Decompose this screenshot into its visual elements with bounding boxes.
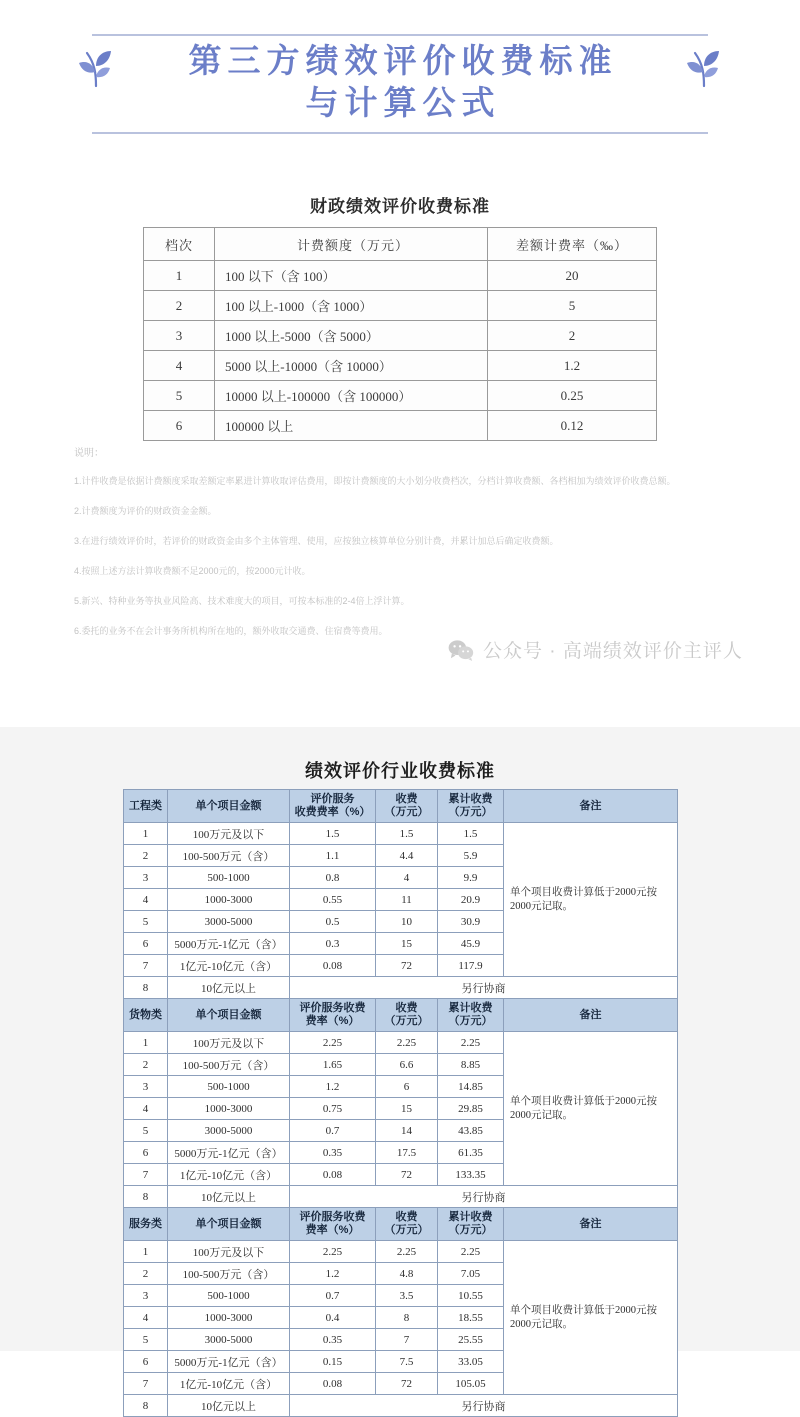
row-index-cell: 2 <box>124 1054 168 1076</box>
row-index-cell: 2 <box>124 845 168 867</box>
table1-cell: 1000 以上-5000（含 5000） <box>215 321 488 351</box>
row-index-cell: 7 <box>124 1164 168 1186</box>
fee-cell: 4.4 <box>376 845 438 867</box>
rate-header-cell: 评价服务 收费费率（%） <box>290 790 376 823</box>
project-amount-cell: 3000-5000 <box>168 1120 290 1142</box>
cumulative-fee-cell: 2.25 <box>438 1032 504 1054</box>
rate-cell: 1.5 <box>290 823 376 845</box>
project-amount-cell: 1亿元-10亿元（含） <box>168 955 290 977</box>
fee-cell: 2.25 <box>376 1241 438 1263</box>
rate-cell: 0.75 <box>290 1098 376 1120</box>
remark-cell: 单个项目收费计算低于2000元按2000元记取。 <box>504 1241 678 1395</box>
category-header-cell: 货物类 <box>124 999 168 1032</box>
rate-cell: 0.7 <box>290 1285 376 1307</box>
fee-cell: 14 <box>376 1120 438 1142</box>
fee-header-cell: 收费 （万元） <box>376 790 438 823</box>
rate-cell: 0.7 <box>290 1120 376 1142</box>
project-amount-cell: 1000-3000 <box>168 889 290 911</box>
cumulative-fee-cell: 7.05 <box>438 1263 504 1285</box>
cumulative-fee-cell: 43.85 <box>438 1120 504 1142</box>
notes-section <box>74 444 734 655</box>
table1-header-cell: 计费额度（万元） <box>215 228 488 261</box>
cumulative-fee-cell: 105.05 <box>438 1373 504 1395</box>
rate-header-cell: 评价服务收费 费率（%） <box>290 999 376 1032</box>
amount-header-cell: 单个项目金额 <box>168 1208 290 1241</box>
note-item: 3.在进行绩效评价时，若评价的财政资金由多个主体管理、使用，应按独立核算单位分别计费，并累计加总后确定收费额。 <box>74 536 559 546</box>
table-row <box>124 1241 678 1263</box>
table-row <box>144 321 657 351</box>
table1-cell: 6 <box>144 411 215 441</box>
rate-cell: 1.1 <box>290 845 376 867</box>
rate-cell: 0.08 <box>290 1164 376 1186</box>
negotiate-cell: 另行协商 <box>290 1395 678 1417</box>
project-amount-cell: 10亿元以上 <box>168 1395 290 1417</box>
project-amount-cell: 5000万元-1亿元（含） <box>168 1351 290 1373</box>
cumulative-fee-cell: 20.9 <box>438 889 504 911</box>
fee-cell: 8 <box>376 1307 438 1329</box>
amount-header-cell: 单个项目金额 <box>168 999 290 1032</box>
remark-header-cell: 备注 <box>504 790 678 823</box>
table1-header-cell: 差额计费率（‰） <box>488 228 657 261</box>
negotiate-cell: 另行协商 <box>290 1186 678 1208</box>
rate-cell: 0.35 <box>290 1329 376 1351</box>
negotiate-cell: 另行协商 <box>290 977 678 999</box>
cumulative-fee-cell: 29.85 <box>438 1098 504 1120</box>
row-index-cell: 8 <box>124 977 168 999</box>
wechat-watermark <box>448 636 743 663</box>
row-index-cell: 6 <box>124 1142 168 1164</box>
note-item: 4.按照上述方法计算收费额不足2000元的，按2000元计收。 <box>74 566 311 576</box>
table1-cell: 3 <box>144 321 215 351</box>
row-index-cell: 5 <box>124 1329 168 1351</box>
table1-cell: 2 <box>144 291 215 321</box>
fee-cell: 3.5 <box>376 1285 438 1307</box>
fee-cell: 72 <box>376 1373 438 1395</box>
table2-section-header <box>124 999 678 1032</box>
table-row <box>124 1395 678 1417</box>
project-amount-cell: 500-1000 <box>168 1285 290 1307</box>
remark-cell: 单个项目收费计算低于2000元按2000元记取。 <box>504 823 678 977</box>
note-item: 5.新兴、特种业务等执业风险高、技术难度大的项目，可按本标准的2-4倍上浮计算。 <box>74 596 410 606</box>
table2-title: 绩效评价行业收费标准 <box>305 761 495 781</box>
project-amount-cell: 1000-3000 <box>168 1098 290 1120</box>
cumulative-fee-cell: 2.25 <box>438 1241 504 1263</box>
rate-cell: 0.4 <box>290 1307 376 1329</box>
fee-cell: 1.5 <box>376 823 438 845</box>
industry-fee-standard-table <box>123 789 678 1417</box>
rate-cell: 1.2 <box>290 1076 376 1098</box>
table-row <box>124 1186 678 1208</box>
table-row <box>124 823 678 845</box>
cumulative-fee-cell: 14.85 <box>438 1076 504 1098</box>
cumulative-fee-cell: 8.85 <box>438 1054 504 1076</box>
cumulative-fee-cell: 117.9 <box>438 955 504 977</box>
rate-cell: 1.65 <box>290 1054 376 1076</box>
project-amount-cell: 1000-3000 <box>168 1307 290 1329</box>
table1-cell: 4 <box>144 351 215 381</box>
project-amount-cell: 10亿元以上 <box>168 977 290 999</box>
fee-cell: 7 <box>376 1329 438 1351</box>
project-amount-cell: 3000-5000 <box>168 1329 290 1351</box>
table-row <box>144 411 657 441</box>
note-item: 2.计费额度为评价的财政资金金额。 <box>74 506 217 516</box>
rate-cell: 0.35 <box>290 1142 376 1164</box>
table1-header-row <box>144 228 657 261</box>
category-header-cell: 工程类 <box>124 790 168 823</box>
rate-cell: 0.15 <box>290 1351 376 1373</box>
project-amount-cell: 100万元及以下 <box>168 823 290 845</box>
category-header-cell: 服务类 <box>124 1208 168 1241</box>
row-index-cell: 1 <box>124 1241 168 1263</box>
table2-section-header <box>124 790 678 823</box>
wechat-icon <box>448 639 474 661</box>
row-index-cell: 4 <box>124 889 168 911</box>
cumulative-fee-cell: 18.55 <box>438 1307 504 1329</box>
row-index-cell: 7 <box>124 1373 168 1395</box>
note-item: 6.委托的业务不在会计事务所机构所在地的，额外收取交通费、住宿费等费用。 <box>74 626 388 636</box>
table1-cell: 5000 以上-10000（含 10000） <box>215 351 488 381</box>
remark-header-cell: 备注 <box>504 1208 678 1241</box>
fiscal-fee-standard-section <box>0 192 800 441</box>
table2-section-header <box>124 1208 678 1241</box>
row-index-cell: 8 <box>124 1395 168 1417</box>
page-title-line-2: 与计算公式 <box>305 84 501 121</box>
rate-cell: 0.8 <box>290 867 376 889</box>
table1-cell: 100 以上-1000（含 1000） <box>215 291 488 321</box>
fee-cell: 10 <box>376 911 438 933</box>
page-title <box>0 36 800 126</box>
fee-cell: 2.25 <box>376 1032 438 1054</box>
row-index-cell: 8 <box>124 1186 168 1208</box>
table1-cell: 2 <box>488 321 657 351</box>
cumulative-fee-cell: 61.35 <box>438 1142 504 1164</box>
row-index-cell: 5 <box>124 1120 168 1142</box>
rate-cell: 2.25 <box>290 1241 376 1263</box>
table-row <box>124 1032 678 1054</box>
row-index-cell: 7 <box>124 955 168 977</box>
cumulative-fee-cell: 133.35 <box>438 1164 504 1186</box>
row-index-cell: 2 <box>124 1263 168 1285</box>
cumulative-fee-cell: 9.9 <box>438 867 504 889</box>
row-index-cell: 3 <box>124 1076 168 1098</box>
project-amount-cell: 100万元及以下 <box>168 1032 290 1054</box>
rate-cell: 0.08 <box>290 1373 376 1395</box>
watermark-text: 公众号 · 高端绩效评价主评人 <box>483 641 743 662</box>
fee-cell: 17.5 <box>376 1142 438 1164</box>
cumulative-fee-cell: 45.9 <box>438 933 504 955</box>
table1-cell: 100 以下（含 100） <box>215 261 488 291</box>
rate-cell: 0.08 <box>290 955 376 977</box>
table-row <box>124 977 678 999</box>
rate-cell: 0.55 <box>290 889 376 911</box>
rate-cell: 0.3 <box>290 933 376 955</box>
table1-cell: 10000 以上-100000（含 100000） <box>215 381 488 411</box>
page-header <box>0 34 800 134</box>
row-index-cell: 5 <box>124 911 168 933</box>
fee-cell: 15 <box>376 933 438 955</box>
cumulative-fee-cell: 30.9 <box>438 911 504 933</box>
page-title-line-1: 第三方绩效评价收费标准 <box>188 42 618 79</box>
leaf-sprig-icon <box>76 44 116 88</box>
note-item: 1.计件收费是依据计费额度采取差额定率累进计算收取评估费用，即按计费额度的大小划分收费档次，分档计算收费额、各档相加为绩效评价收费总额。 <box>74 476 676 486</box>
rate-cell: 0.5 <box>290 911 376 933</box>
table1-header-cell: 档次 <box>144 228 215 261</box>
remark-cell: 单个项目收费计算低于2000元按2000元记取。 <box>504 1032 678 1186</box>
fee-cell: 15 <box>376 1098 438 1120</box>
row-index-cell: 6 <box>124 1351 168 1373</box>
fee-header-cell: 收费 （万元） <box>376 1208 438 1241</box>
row-index-cell: 4 <box>124 1307 168 1329</box>
row-index-cell: 6 <box>124 933 168 955</box>
table1-cell: 1.2 <box>488 351 657 381</box>
table1-cell: 100000 以上 <box>215 411 488 441</box>
cumulative-fee-cell: 33.05 <box>438 1351 504 1373</box>
project-amount-cell: 10亿元以上 <box>168 1186 290 1208</box>
table1-cell: 1 <box>144 261 215 291</box>
cumulative-fee-cell: 25.55 <box>438 1329 504 1351</box>
cumulative-header-cell: 累计收费 （万元） <box>438 999 504 1032</box>
fee-cell: 11 <box>376 889 438 911</box>
project-amount-cell: 5000万元-1亿元（含） <box>168 1142 290 1164</box>
row-index-cell: 4 <box>124 1098 168 1120</box>
row-index-cell: 1 <box>124 823 168 845</box>
project-amount-cell: 3000-5000 <box>168 911 290 933</box>
fee-cell: 6.6 <box>376 1054 438 1076</box>
project-amount-cell: 500-1000 <box>168 1076 290 1098</box>
project-amount-cell: 1亿元-10亿元（含） <box>168 1373 290 1395</box>
cumulative-fee-cell: 10.55 <box>438 1285 504 1307</box>
project-amount-cell: 5000万元-1亿元（含） <box>168 933 290 955</box>
header-rule-bottom <box>92 132 708 134</box>
rate-cell: 2.25 <box>290 1032 376 1054</box>
notes-heading: 说明： <box>74 448 104 459</box>
fee-cell: 7.5 <box>376 1351 438 1373</box>
fee-cell: 72 <box>376 955 438 977</box>
fee-cell: 4 <box>376 867 438 889</box>
table1-cell: 0.12 <box>488 411 657 441</box>
table1-cell: 5 <box>144 381 215 411</box>
table-row <box>144 381 657 411</box>
project-amount-cell: 100-500万元（含） <box>168 1054 290 1076</box>
table-row <box>144 351 657 381</box>
table1-cell: 0.25 <box>488 381 657 411</box>
rate-cell: 1.2 <box>290 1263 376 1285</box>
project-amount-cell: 1亿元-10亿元（含） <box>168 1164 290 1186</box>
fee-cell: 6 <box>376 1076 438 1098</box>
project-amount-cell: 100万元及以下 <box>168 1241 290 1263</box>
fee-header-cell: 收费 （万元） <box>376 999 438 1032</box>
cumulative-header-cell: 累计收费 （万元） <box>438 1208 504 1241</box>
table1-title: 财政绩效评价收费标准 <box>310 197 490 216</box>
project-amount-cell: 100-500万元（含） <box>168 1263 290 1285</box>
rate-header-cell: 评价服务收费 费率（%） <box>290 1208 376 1241</box>
row-index-cell: 3 <box>124 1285 168 1307</box>
row-index-cell: 1 <box>124 1032 168 1054</box>
leaf-sprig-icon <box>684 44 724 88</box>
table-row <box>144 261 657 291</box>
project-amount-cell: 100-500万元（含） <box>168 845 290 867</box>
project-amount-cell: 500-1000 <box>168 867 290 889</box>
table-row <box>144 291 657 321</box>
fee-cell: 4.8 <box>376 1263 438 1285</box>
amount-header-cell: 单个项目金额 <box>168 790 290 823</box>
table1-cell: 5 <box>488 291 657 321</box>
fiscal-fee-standard-table <box>143 227 657 441</box>
table1-cell: 20 <box>488 261 657 291</box>
remark-header-cell: 备注 <box>504 999 678 1032</box>
cumulative-header-cell: 累计收费 （万元） <box>438 790 504 823</box>
row-index-cell: 3 <box>124 867 168 889</box>
cumulative-fee-cell: 5.9 <box>438 845 504 867</box>
cumulative-fee-cell: 1.5 <box>438 823 504 845</box>
fee-cell: 72 <box>376 1164 438 1186</box>
